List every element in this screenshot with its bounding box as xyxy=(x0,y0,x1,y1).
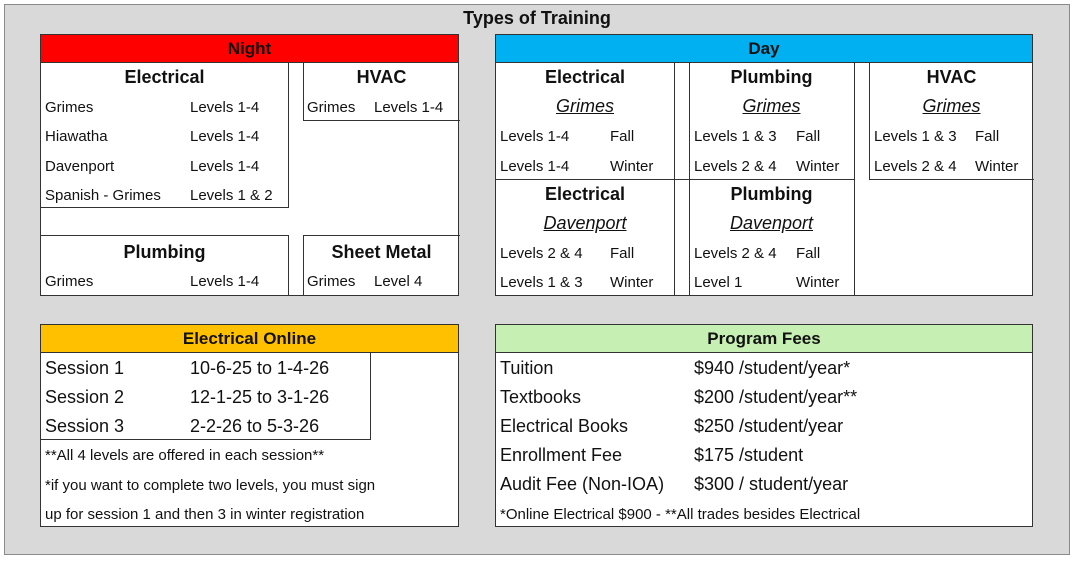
page-title: Types of Training xyxy=(463,8,611,28)
fees-header: Program Fees xyxy=(495,324,1033,353)
fee-item: Electrical Books xyxy=(500,416,629,436)
fee-item: Enrollment Fee xyxy=(500,445,623,465)
night-electrical-levels: Levels 1-4 xyxy=(190,99,260,116)
online-session-name: Session 2 xyxy=(45,387,125,407)
night-sheet-metal-heading: Sheet Metal xyxy=(331,242,432,262)
day-hvac-grimes-location: Grimes xyxy=(922,96,981,116)
online-session-dates: 12-1-25 to 3-1-26 xyxy=(190,387,330,407)
fee-amount: $300 / student/year xyxy=(694,474,849,494)
day-electrical-davenport-location: Davenport xyxy=(543,213,627,233)
fee-amount: $200 /student/year** xyxy=(694,387,858,407)
day-electrical-davenport-term: Fall xyxy=(610,245,635,262)
online-session-dates: 2-2-26 to 5-3-26 xyxy=(190,416,320,436)
night-sheet-metal-location: Grimes xyxy=(307,273,356,290)
night-plumbing-levels: Levels 1-4 xyxy=(190,273,260,290)
day-electrical-davenport-levels: Levels 2 & 4 xyxy=(500,245,583,262)
online-panel xyxy=(40,353,459,527)
day-electrical-grimes-location: Grimes xyxy=(556,96,614,116)
day-plumbing-davenport-location: Davenport xyxy=(729,213,814,233)
day-plumbing-grimes-location: Grimes xyxy=(742,96,801,116)
day-plumbing-grimes-levels: Levels 2 & 4 xyxy=(694,158,777,175)
day-plumbing-davenport-term: Winter xyxy=(796,274,840,291)
night-electrical-levels: Levels 1 & 2 xyxy=(190,187,273,204)
fees-panel xyxy=(495,353,1033,527)
day-hvac-grimes-term: Winter xyxy=(975,158,1019,175)
online-session-name: Session 1 xyxy=(45,358,125,378)
night-plumbing-heading: Plumbing xyxy=(123,242,206,262)
day-electrical-grimes-levels: Levels 1-4 xyxy=(500,158,570,175)
day-plumbing-davenport-term: Fall xyxy=(796,245,821,262)
day-hvac-grimes-term: Fall xyxy=(975,128,1000,145)
night-header: Night xyxy=(40,34,459,63)
day-electrical-davenport-term: Winter xyxy=(610,274,654,291)
day-electrical-grimes-term: Winter xyxy=(610,158,654,175)
online-session-name: Session 3 xyxy=(45,416,125,436)
fee-amount: $940 /student/year* xyxy=(694,358,851,378)
fee-item: Textbooks xyxy=(500,387,582,407)
night-panel xyxy=(40,63,459,296)
day-plumbing-grimes-term: Fall xyxy=(796,128,821,145)
day-hvac-grimes-levels: Levels 1 & 3 xyxy=(874,128,957,145)
day-plumbing-davenport-heading: Plumbing xyxy=(730,184,813,204)
day-plumbing-davenport-levels: Level 1 xyxy=(694,274,743,291)
night-electrical-levels: Levels 1-4 xyxy=(190,128,260,145)
day-hvac-grimes-heading: HVAC xyxy=(926,67,977,87)
fee-amount: $175 /student xyxy=(694,445,804,465)
night-electrical-levels: Levels 1-4 xyxy=(190,158,260,175)
day-plumbing-grimes-term: Winter xyxy=(796,158,840,175)
night-electrical-location: Grimes xyxy=(45,99,94,116)
night-hvac-levels: Levels 1-4 xyxy=(374,99,444,116)
online-note: *if you want to complete two levels, you must sign xyxy=(45,477,376,494)
online-note: **All 4 levels are offered in each session** xyxy=(45,447,325,464)
night-sheet-metal-levels: Level 4 xyxy=(374,273,423,290)
online-note: up for session 1 and then 3 in winter registration xyxy=(45,506,365,523)
night-electrical-heading: Electrical xyxy=(124,67,205,87)
night-hvac-heading: HVAC xyxy=(356,67,407,87)
night-electrical-location: Davenport xyxy=(45,158,115,175)
day-panel xyxy=(495,63,1033,296)
day-plumbing-grimes-heading: Plumbing xyxy=(730,67,813,87)
night-electrical-location: Hiawatha xyxy=(45,128,108,145)
fee-amount: $250 /student/year xyxy=(694,416,844,436)
night-plumbing-location: Grimes xyxy=(45,273,94,290)
night-electrical-location: Spanish - Grimes xyxy=(45,187,161,204)
day-hvac-grimes-levels: Levels 2 & 4 xyxy=(874,158,957,175)
fee-item: Tuition xyxy=(500,358,554,378)
day-plumbing-davenport-levels: Levels 2 & 4 xyxy=(694,245,777,262)
online-header: Electrical Online xyxy=(40,324,459,353)
night-hvac-location: Grimes xyxy=(307,99,356,116)
day-plumbing-grimes-levels: Levels 1 & 3 xyxy=(694,128,777,145)
online-session-dates: 10-6-25 to 1-4-26 xyxy=(190,358,330,378)
fee-item: Audit Fee (Non-IOA) xyxy=(500,474,665,494)
day-header: Day xyxy=(495,34,1033,63)
day-electrical-grimes-levels: Levels 1-4 xyxy=(500,128,570,145)
day-electrical-grimes-term: Fall xyxy=(610,128,635,145)
day-electrical-davenport-levels: Levels 1 & 3 xyxy=(500,274,583,291)
day-electrical-grimes-heading: Electrical xyxy=(544,67,626,87)
day-electrical-davenport-heading: Electrical xyxy=(544,184,626,204)
fees-footnote: *Online Electrical $900 - **All trades besides Electrical xyxy=(500,506,861,523)
